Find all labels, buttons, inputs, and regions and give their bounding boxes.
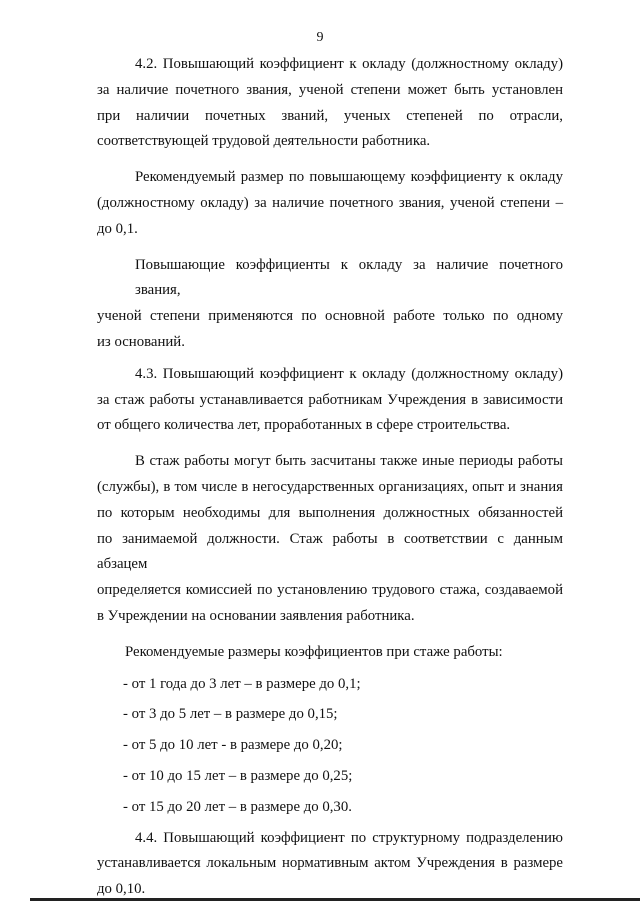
text-line: по которым необходимы для выполнения должностных обязанностей: [97, 504, 563, 521]
text-line: устанавливается локальным нормативным актом Учреждения в размере: [97, 855, 563, 872]
text-line: (должностному окладу) за наличие почетного звания, ученой степени –: [97, 194, 563, 211]
list-heading: Рекомендуемые размеры коэффициентов при стаже работы:: [125, 643, 503, 660]
paragraph-4-4: [97, 826, 563, 903]
text-line: Повышающие коэффициенты к окладу за наличие почетного звания,: [135, 256, 563, 299]
scan-edge-line: [30, 898, 640, 901]
text-line: определяется комиссией по установлению трудового стажа, создаваемой: [97, 582, 563, 599]
text-line: соответствующей трудовой деятельности работника.: [97, 133, 431, 150]
list-item: - от 10 до 15 лет – в размере до 0,25;: [123, 767, 353, 784]
text-line: при наличии почетных званий, ученых степеней по отрасли,: [97, 107, 563, 124]
paragraph-recommended-sizes: [97, 640, 563, 821]
text-line: из оснований.: [97, 333, 185, 350]
text-line: за стаж работы устанавливается работникам Учреждения в зависимости: [97, 391, 563, 408]
text-line: (службы), в том числе в негосударственных организациях, опыт и знания: [97, 478, 563, 495]
text-line: за наличие почетного звания, ученой степени может быть установлен: [97, 81, 563, 98]
paragraph-application: [97, 253, 563, 356]
text-line: в Учреждении на основании заявления работника.: [97, 607, 415, 624]
paragraph-4-3: [97, 362, 563, 439]
document-body: [97, 52, 563, 903]
text-line: Рекомендуемый размер по повышающему коэффициенту к окладу: [135, 169, 563, 186]
page-number: 9: [316, 30, 324, 45]
paragraph-4-2: [97, 52, 563, 155]
paragraph-recommended-rank: [97, 165, 563, 242]
text-line: до 0,10.: [97, 881, 146, 898]
text-line: до 0,1.: [97, 220, 138, 237]
list-item: - от 3 до 5 лет – в размере до 0,15;: [123, 706, 338, 723]
paragraph-work-experience: [97, 449, 563, 630]
text-line: ученой степени применяются по основной работе только по одному: [97, 308, 563, 325]
text-line: В стаж работы могут быть засчитаны также иные периоды работы: [135, 453, 563, 470]
text-line: 4.2. Повышающий коэффициент к окладу (должностному окладу): [135, 56, 563, 72]
list-item: - от 15 до 20 лет – в размере до 0,30.: [123, 798, 352, 815]
text-line: 4.4. Повышающий коэффициент по структурному подразделению: [135, 829, 563, 846]
text-line: 4.3. Повышающий коэффициент к окладу (должностному окладу): [135, 365, 563, 382]
text-line: от общего количества лет, проработанных в сфере строительства.: [97, 417, 511, 434]
list-item: - от 1 года до 3 лет – в размере до 0,1;: [123, 675, 361, 692]
text-line: по занимаемой должности. Стаж работы в соответствии с данным абзацем: [97, 530, 563, 573]
list-item: - от 5 до 10 лет - в размере до 0,20;: [123, 737, 343, 754]
